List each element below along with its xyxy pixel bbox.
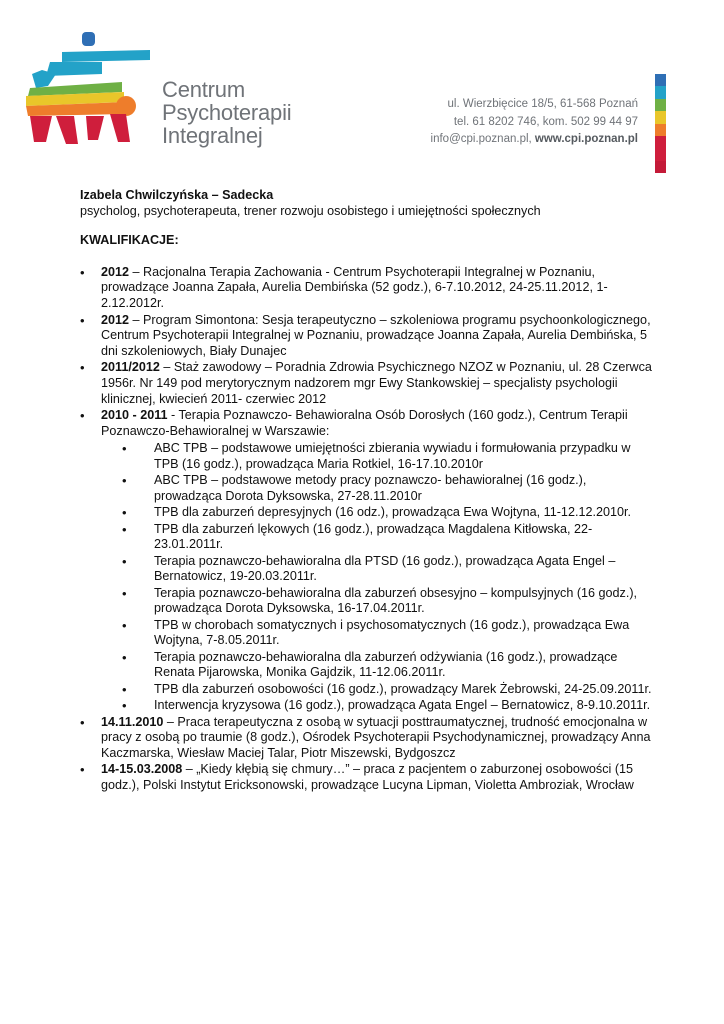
sub-list-item: • Terapia poznawczo-behawioralna dla PTSD (16 godz.), prowadząca Agata Engel – Bernatowicz, 19-20.03.2011r. [154, 554, 655, 585]
item-text: – „Kiedy kłębią się chmury…” – praca z pacjentem o zaburzonej osobowości (15 godz.), Polski Instytut Ericksonowski, prowadzące Lucyna Lipman, Violetta Ambroziak, Wrocław [101, 762, 634, 792]
stripe-red-3 [655, 161, 666, 173]
sub-list-item: • ABC TPB – podstawowe umiejętności zbierania wywiadu i formułowania przypadku w TPB (16 godz.), prowadząca Maria Rotkiel, 16-17.10.2010r [154, 441, 655, 472]
section-title: KWALIFIKACJE: [80, 233, 179, 248]
item-year: 2010 - 2011 [101, 408, 168, 423]
item-text: – Staż zawodowy – Poradnia Zdrowia Psychicznego NZOZ w Poznaniu, ul. 28 Czerwca 1956r. Nr 149 pod merytorycznym nadzorem mgr Ewy Stankowskiej – specjalisty psychologii klinicznej, kwiecień 2011- czerwiec 2012 [101, 360, 652, 406]
item-text: – Program Simontona: Sesja terapeutyczno – szkoleniowa programu psychoonkologicznego, Centrum Psychoterapii Integralnej w Poznaniu, prowadzące Joanna Zapała, Aurelia Dembińska, 5 dni szkoleniowych, Biały Dunajec [101, 312, 651, 358]
brand-line: Integralnej [162, 123, 263, 148]
list-item [80, 762, 655, 793]
color-stripes [655, 74, 666, 173]
sub-list-item: • TPB w chorobach somatycznych i psychosomatycznych (16 godz.), prowadząca Ewa Wojtyna, 7-8.05.2011r. [154, 618, 655, 649]
sub-list-item: • ABC TPB – podstawowe metody pracy poznawczo- behawioralnej (16 godz.), prowadząca Dorota Dyksowska, 27-28.11.2010r [154, 473, 655, 504]
list-item [80, 408, 655, 713]
item-text: – Racjonalna Terapia Zachowania - Centrum Psychoterapii Integralnej w Poznaniu, prowadzące Joanna Zapała, Aurelia Dembińska (52 godz.), 6-7.10.2012, 24-25.11.2012, 1-2.12.2012r. [101, 264, 608, 310]
stripe-orange [655, 124, 666, 136]
stripe-cyan [655, 86, 666, 98]
brand-line: Psychoterapii [162, 100, 292, 125]
list-item [80, 715, 655, 762]
brand-line: Centrum [162, 77, 245, 102]
contact-block [431, 96, 638, 149]
stripe-blue [655, 74, 666, 86]
item-year: 14.11.2010 [101, 714, 164, 729]
email-website-line [431, 131, 638, 149]
website-link[interactable]: www.cpi.poznan.pl [534, 133, 638, 145]
sub-list-item: • Terapia poznawczo-behawioralna dla zaburzeń odżywiania (16 godz.), prowadzące Renata Pijarowska, Monika Gajdzik, 11-12.06.2011r. [154, 650, 655, 681]
stripe-red-2 [655, 148, 666, 160]
item-text: – Praca terapeutyczna z osobą w sytuacji posttraumatycznej, trudność emocjonalna w pracy z osobą po traumie (8 godz.), Ośrodek Psychoterapii Psychodynamicznej, prowadzący Anna Kaczmarska, Wiesław Maciej Talar, Piotr Miszewski, Bydgoszcz [101, 714, 651, 760]
item-year: 2012 [101, 312, 130, 327]
item-text: - Terapia Poznawczo- Behawioralna Osób Dorosłych (160 godz.), Centrum Terapii Poznawczo-Behawioralnej w Warszawie: [101, 408, 628, 438]
document-body [80, 188, 655, 795]
sub-list-item: • TPB dla zaburzeń depresyjnych (16 odz.), prowadząca Ewa Wojtyna, 11-12.12.2010r. [154, 505, 655, 521]
list-item [80, 265, 655, 312]
sub-list [101, 441, 655, 713]
item-year: 14-15.03.2008 [101, 762, 183, 777]
sub-list-item: • TPB dla zaburzeń lękowych (16 godz.), prowadząca Magdalena Kitłowska, 22-23.01.2011r. [154, 522, 655, 553]
sub-list-item: • Interwencja kryzysowa (16 godz.), prowadząca Agata Engel – Bernatowicz, 8-9.10.2011r. [154, 698, 655, 714]
brand-name [162, 78, 291, 147]
stripe-red [655, 136, 666, 148]
stripe-yellow [655, 111, 666, 123]
sub-list-item: • Terapia poznawczo-behawioralna dla zaburzeń obsesyjno – kompulsyjnych (16 godz.), prowadząca Dorota Dyksowska, 16-17.04.2011r. [154, 586, 655, 617]
email[interactable]: info@cpi.poznan.pl, [430, 133, 535, 145]
qualifications-list [80, 265, 655, 794]
item-year: 2012 [101, 264, 130, 279]
address: ul. Wierzbięcice 18/5, 61-568 Poznań [447, 98, 638, 110]
person-name: Izabela Chwilczyńska – Sadecka [80, 188, 274, 202]
stripe-green [655, 99, 666, 111]
phone: tel. 61 8202 746, kom. 502 99 44 97 [453, 115, 638, 128]
person-role: psycholog, psychoterapeuta, trener rozwoju osobistego i umiejętności społecznych [80, 203, 541, 218]
sub-list-item: • TPB dla zaburzeń osobowości (16 godz.), prowadzący Marek Żebrowski, 24-25.09.2011r. [154, 682, 655, 698]
item-year: 2011/2012 [101, 360, 160, 375]
list-item [80, 313, 655, 360]
centaur-logo-icon [22, 30, 157, 150]
list-item [80, 360, 655, 407]
